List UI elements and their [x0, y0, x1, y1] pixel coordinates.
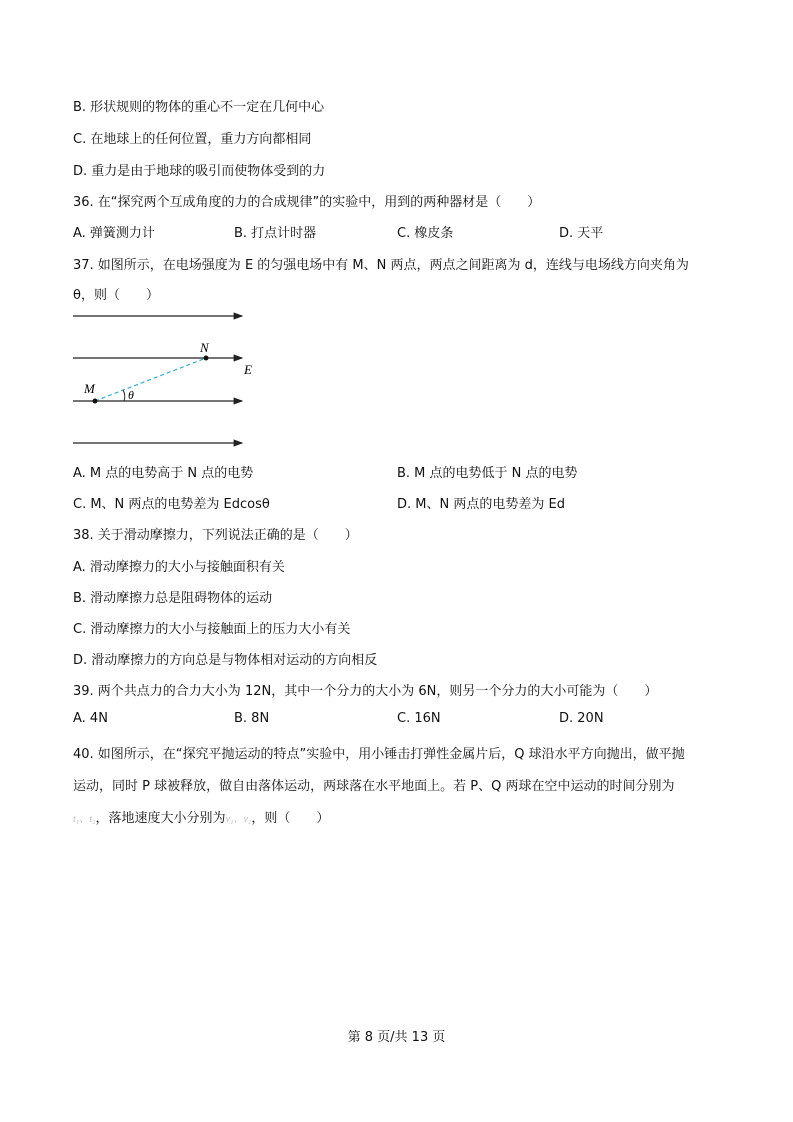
q38-stem: 38. 关于滑动摩擦力，下列说法正确的是（ ）	[73, 528, 358, 543]
q38-option-c: C. 滑动摩擦力的大小与接触面上的压力大小有关	[73, 622, 351, 637]
q38-option-a: A. 滑动摩擦力的大小与接触面积有关	[73, 560, 285, 575]
page-footer: 第 8 页/共 13 页	[347, 1030, 446, 1045]
q39-option-d: D. 20N	[559, 711, 604, 726]
q36-option-b: B. 打点计时器	[234, 226, 317, 241]
point-n	[204, 356, 209, 361]
q38-option-b: B. 滑动摩擦力总是阻碍物体的运动	[73, 591, 273, 606]
q40-stem: 40. 如图所示，在“探究平抛运动的特点”实验中，用小锤击打弹性金属片后，Q 球沿水平方向抛出，做平抛	[73, 747, 685, 762]
label-e: E	[244, 362, 252, 377]
q37-option-d: D. M、N 两点的电势差为 Ed	[397, 497, 565, 512]
q37-stem-2: θ，则（ ）	[73, 288, 159, 303]
q35-option-c: C. 在地球上的任何位置，重力方向都相同	[73, 132, 312, 147]
point-m	[93, 399, 98, 404]
q37-option-b: B. M 点的电势低于 N 点的电势	[397, 466, 578, 481]
q36-stem: 36. 在“探究两个互成角度的力的合成规律”的实验中，用到的两种器材是（ ）	[73, 195, 541, 210]
q39-stem: 39. 两个共点力的合力大小为 12N，其中一个分力的大小为 6N，则另一个分力的大小可能为（ ）	[73, 684, 658, 699]
q39-option-b: B. 8N	[234, 711, 270, 726]
label-m: M	[84, 381, 95, 396]
q38-option-d: D. 滑动摩擦力的方向总是与物体相对运动的方向相反	[73, 653, 378, 668]
q37-stem: 37. 如图所示，在电场强度为 E 的匀强电场中有 M、N 两点，两点之间距离为 d，连线与电场线方向夹角为	[73, 258, 689, 273]
q40-stem-3: t₁、t₂，落地速度大小分别为v₁、v₂，则（ ）	[73, 811, 330, 826]
q37-option-c: C. M、N 两点的电势差为 Edcosθ	[73, 497, 270, 512]
label-theta: θ	[128, 388, 134, 402]
mn-segment	[95, 358, 206, 401]
q37-option-a: A. M 点的电势高于 N 点的电势	[73, 466, 254, 481]
label-n: N	[200, 340, 209, 355]
electric-field-diagram	[60, 300, 280, 460]
q39-option-a: A. 4N	[73, 711, 108, 726]
q36-option-c: C. 橡皮条	[397, 226, 454, 241]
angle-arc	[123, 390, 125, 401]
q35-option-d: D. 重力是由于地球的吸引而使物体受到的力	[73, 164, 326, 179]
q39-option-c: C. 16N	[397, 711, 441, 726]
q40-stem-2: 运动，同时 P 球被释放，做自由落体运动，两球落在水平地面上。若 P、Q 两球在空中运动的时间分别为	[73, 779, 675, 794]
q35-option-b: B. 形状规则的物体的重心不一定在几何中心	[73, 100, 325, 115]
q36-option-a: A. 弹簧测力计	[73, 226, 155, 241]
q36-option-d: D. 天平	[559, 226, 604, 241]
